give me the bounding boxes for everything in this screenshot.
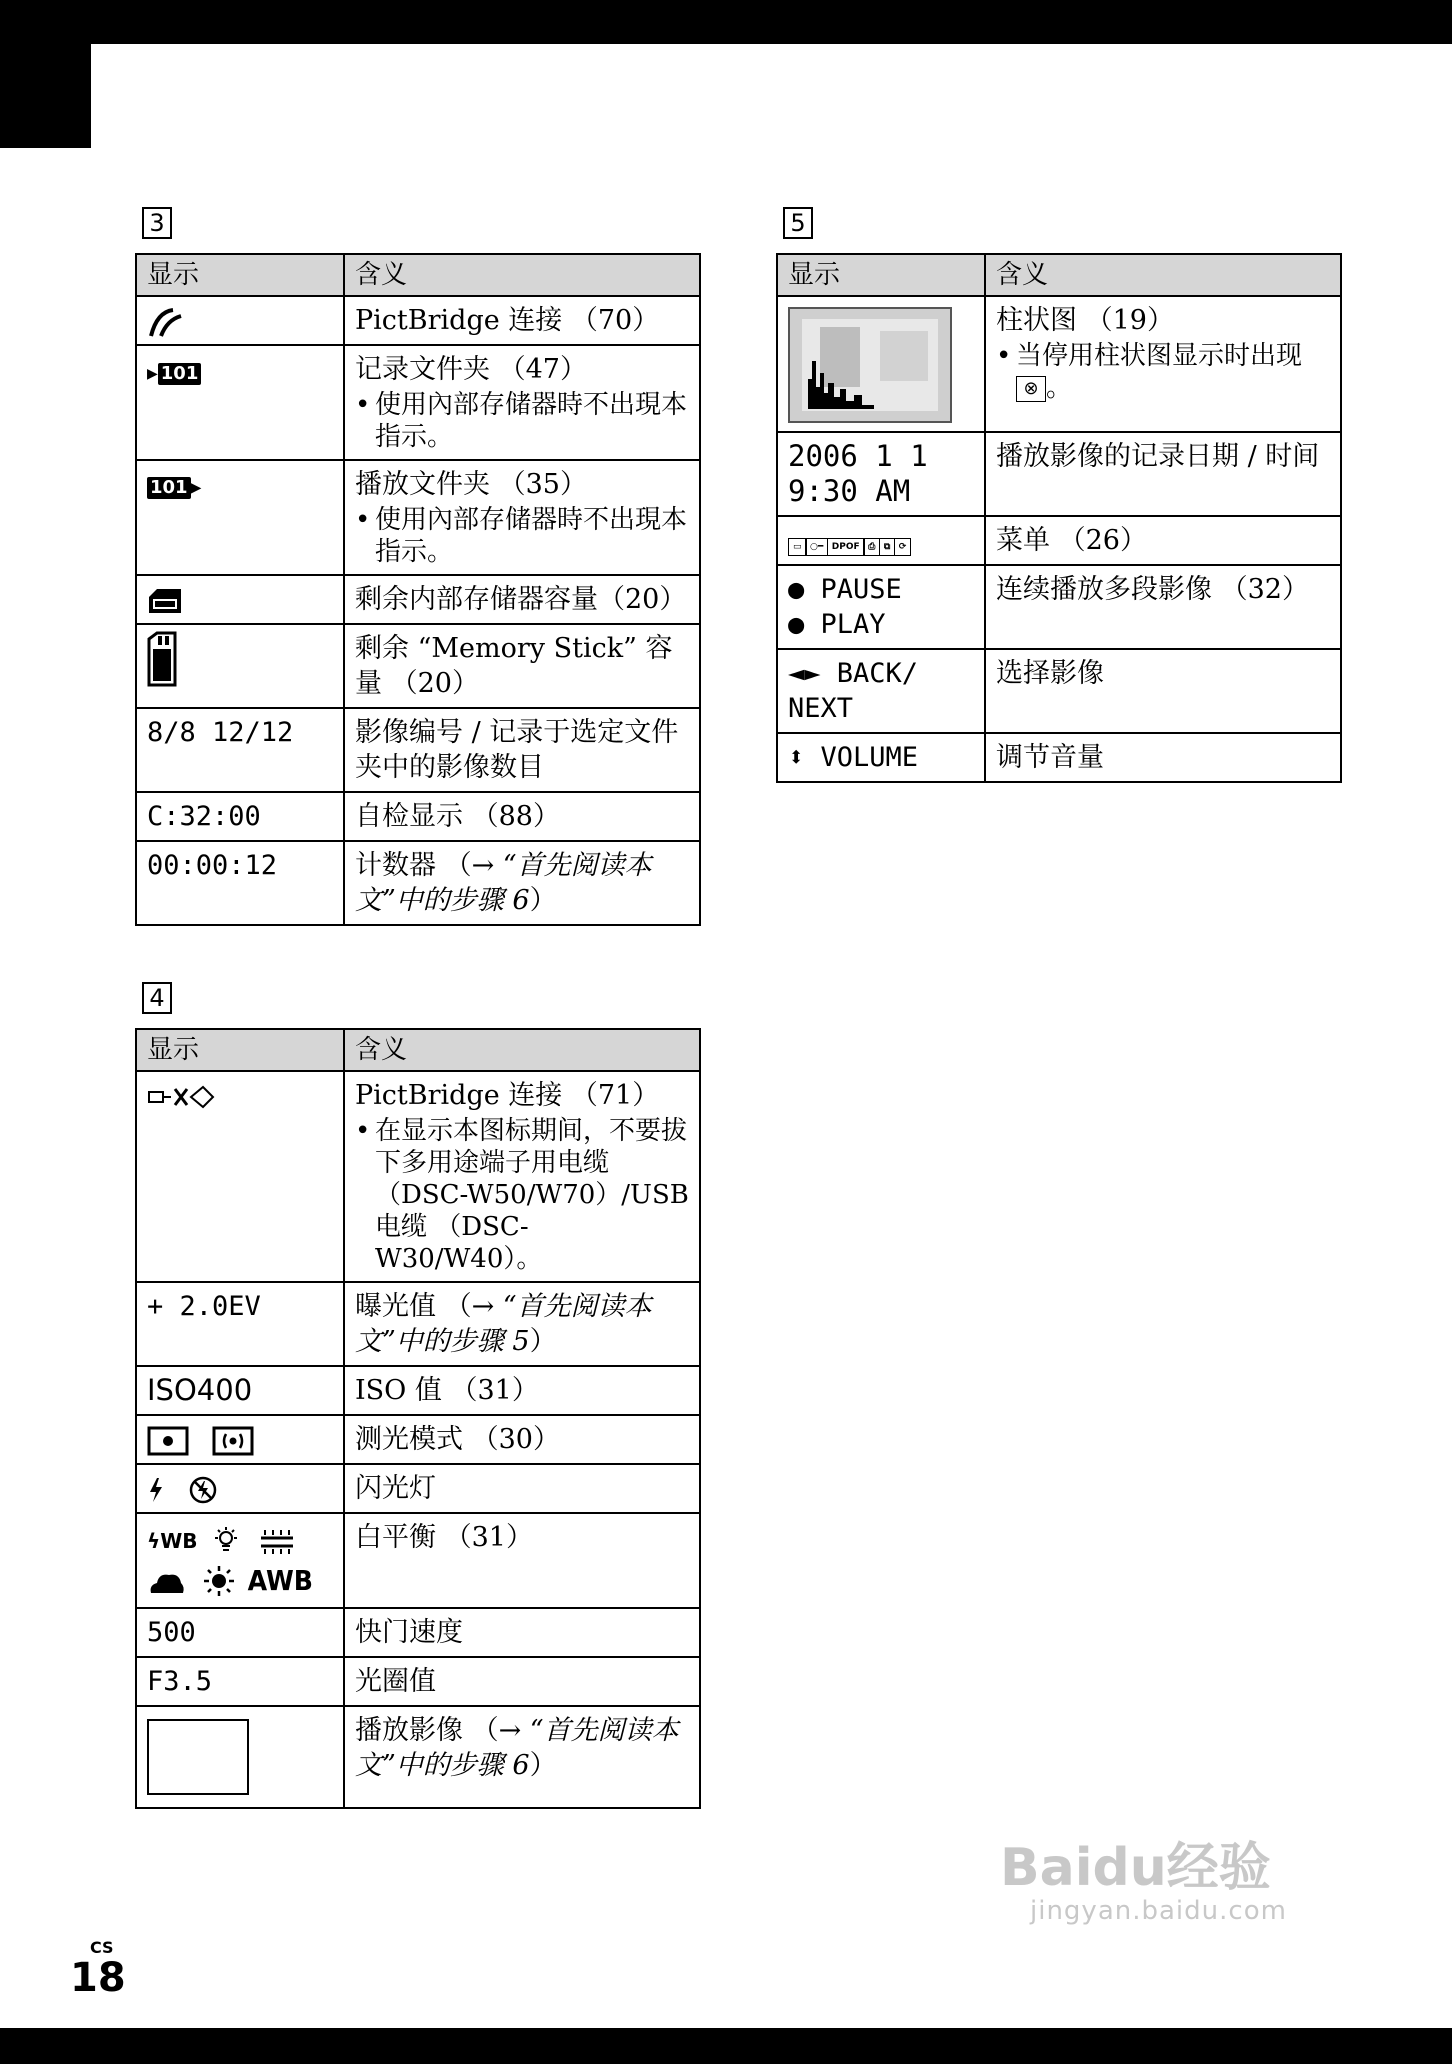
menu-print-icon: ⎙ [863,538,880,556]
flash-off-icon [188,1475,218,1505]
section-4-number: 4 [142,982,172,1014]
playback-folder-icon: 101 ▶ [147,477,201,499]
table-row [136,296,700,345]
table-row [777,733,1341,782]
meaning-cell: 快门速度 [344,1608,700,1657]
flash-wb-icon: ϟWB [147,1528,198,1553]
incandescent-icon [210,1525,242,1557]
note: • 使用內部存储器時不出現本指示。 [355,505,688,567]
meaning-cell: 闪光灯 [344,1464,700,1513]
section-3-table [135,253,701,926]
table-row [136,1464,700,1513]
table-row [136,1608,700,1657]
flash-icon [147,1476,165,1504]
meaning-cell: 播放影像的记录日期 / 时间 [985,432,1341,516]
center-weighted-metering-icon [212,1426,254,1456]
table-row [777,649,1341,733]
table-row [777,432,1341,516]
meaning-cell: 光圈值 [344,1657,700,1706]
meaning-cell: 计数器 （→ “首先阅读本文”中的步骤 6） [344,841,700,925]
meaning-cell: 剩余 “Memory Stick” 容量 （20） [344,624,700,708]
playback-image-frame [147,1719,249,1795]
corner-tab [0,0,91,148]
table-row [777,516,1341,565]
internal-memory-icon [147,587,183,615]
table-row [136,841,700,925]
display-cell: ● PAUSE ● PLAY [777,565,985,649]
section-5-number: 5 [783,207,813,239]
meaning-cell: 白平衡 （31） [344,1513,700,1608]
bottom-black-bar [0,2028,1452,2064]
meaning-header: 含义 [344,254,700,296]
table-row [136,624,700,708]
table-row [136,575,700,624]
menu-copy-icon: ⧉ [879,538,895,556]
table-row [777,296,1341,432]
display-cell: ⬍ VOLUME [777,733,985,782]
meaning-cell: 测光模式 （30） [344,1415,700,1464]
section-5-table [776,253,1342,783]
record-folder-icon: ▶ 101 [147,363,201,385]
table-row [136,792,700,841]
meaning-cell: 选择影像 [985,649,1341,733]
spot-metering-icon [147,1426,189,1456]
display-cell: ◄► BACK/ NEXT [777,649,985,733]
table-row [136,1071,700,1282]
table-row [136,1415,700,1464]
meaning-cell: 自检显示 （88） [344,792,700,841]
auto-wb-icon: AWB [247,1564,314,1597]
table-row [136,1366,700,1415]
meaning-cell: PictBridge 连接 （71） [355,1080,660,1111]
display-cell: C:32:00 [136,792,344,841]
meaning-cell: PictBridge 连接 （70） [344,296,700,345]
meaning-cell: 调节音量 [985,733,1341,782]
table-header [136,254,700,296]
pictbridge-connecting-icon [147,1083,215,1111]
meaning-cell: 影像编号 / 记录于选定文件夹中的影像数目 [344,708,700,792]
table-header [136,1029,700,1071]
display-cell: 8/8 12/12 [136,708,344,792]
display-cell: 500 [136,1608,344,1657]
meaning-cell: 记录文件夹 （47） [355,354,587,385]
display-header: 显示 [136,254,344,296]
histogram-icon [788,307,952,423]
table-row [136,1282,700,1366]
fluorescent-icon [257,1526,297,1556]
section-3-number: 3 [142,207,172,239]
meaning-cell: 柱状图 （19） [996,305,1174,336]
menu-folder-icon: ▭ [788,538,807,556]
baidu-watermark-logo: Baidu经验 jingyan.baidu.com [1000,1838,1287,1926]
display-header: 显示 [136,1029,344,1071]
meaning-header: 含义 [344,1029,700,1071]
daylight-icon [202,1564,236,1598]
meaning-cell: ISO 值 （31） [344,1366,700,1415]
meaning-cell: 曝光值 （→ “首先阅读本文”中的步骤 5） [344,1282,700,1366]
table-row [136,1706,700,1808]
table-row [136,345,700,460]
memory-stick-icon [147,631,177,687]
table-row [136,708,700,792]
table-header [777,254,1341,296]
meaning-cell: 菜单 （26） [985,516,1341,565]
display-cell: + 2.0EV [136,1282,344,1366]
menu-bar-icons [788,537,910,557]
table-row [136,460,700,575]
menu-protect-icon: ○━ [805,538,828,556]
section-4-table [135,1028,701,1809]
meaning-cell: 播放影像 （→ “首先阅读本文”中的步骤 6） [344,1706,700,1808]
note: • 当停用柱状图显示时出现 ⊗ 。 [996,341,1303,403]
top-black-bar [0,0,1452,44]
display-header: 显示 [777,254,985,296]
display-cell: 2006 1 1 9:30 AM [777,432,985,516]
meaning-cell: 剩余内部存储器容量（20） [344,575,700,624]
table-row [136,1513,700,1608]
menu-rotate-icon: ⟳ [894,538,912,556]
display-cell: 00:00:12 [136,841,344,925]
histogram-off-icon: ⊗ [1016,376,1046,402]
note: • 使用內部存储器時不出現本指示。 [355,390,688,452]
meaning-cell: 连续播放多段影像 （32） [985,565,1341,649]
menu-dpof-icon: DPOF [827,538,865,556]
table-row [777,565,1341,649]
display-cell: F3.5 [136,1657,344,1706]
note: • 在显示本图标期间，不要拔下多用途端子用电缆（DSC-W50/W70）/USB 电缆 （DSC-W30/W40）。 [355,1116,689,1274]
pictbridge-icon [147,306,187,338]
meaning-cell: 播放文件夹 （35） [355,469,587,500]
cloudy-icon [147,1567,185,1595]
page-number: CS 18 [70,1938,126,2001]
table-row [136,1657,700,1706]
meaning-header: 含义 [985,254,1341,296]
display-cell: ISO400 [136,1366,344,1415]
